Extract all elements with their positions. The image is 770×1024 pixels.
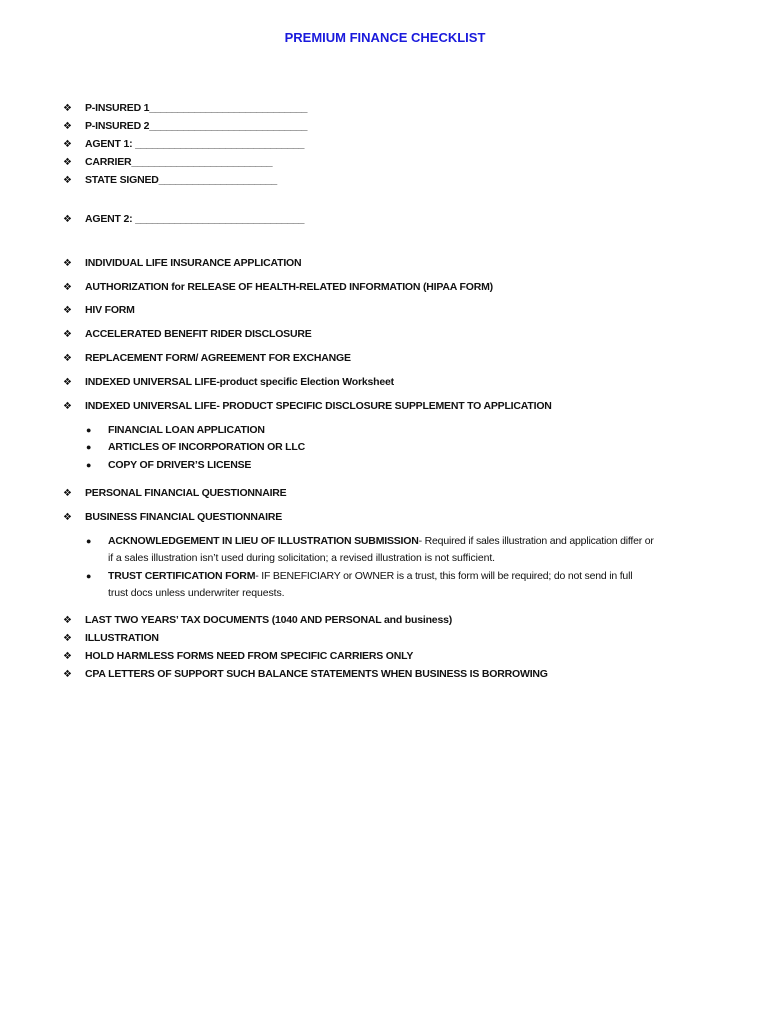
ack-continuation: if a sales illustration isn’t used during solicitation; a revised illustration is not sufficient.: [108, 552, 495, 564]
page-title: PREMIUM FINANCE CHECKLIST: [284, 30, 486, 45]
diamond-bullet-icon: ❖: [63, 258, 72, 269]
checklist-item: ❖ INDEXED UNIVERSAL LIFE- PRODUCT SPECIFIC DISCLOSURE SUPPLEMENT TO APPLICATION: [63, 400, 552, 412]
diamond-bullet-icon: ❖: [63, 139, 72, 150]
checklist-item: ❖ BUSINESS FINANCIAL QUESTIONNAIRE: [63, 511, 283, 523]
diamond-bullet-icon: ❖: [63, 305, 72, 316]
diamond-bullet-icon: ❖: [63, 377, 72, 388]
diamond-bullet-icon: ❖: [63, 488, 72, 499]
sub-item: ● COPY OF DRIVER’S LICENSE: [86, 459, 252, 471]
dot-bullet-icon: ●: [86, 425, 92, 435]
ack-item: ● ACKNOWLEDGEMENT IN LIEU OF ILLUSTRATION SUBMISSION- Required if sales illustration and application differ or: [86, 535, 654, 547]
diamond-bullet-icon: ❖: [63, 512, 72, 523]
diamond-bullet-icon: ❖: [63, 329, 72, 340]
diamond-bullet-icon: ❖: [63, 651, 72, 662]
trust-continuation: trust docs unless underwriter requests.: [108, 587, 285, 599]
checklist-item: ❖ ACCELERATED BENEFIT RIDER DISCLOSURE: [63, 328, 312, 340]
checklist-item: ❖ INDIVIDUAL LIFE INSURANCE APPLICATION: [63, 257, 302, 269]
diamond-bullet-icon: ❖: [63, 157, 72, 168]
field-state-signed: ❖ STATE SIGNED_____________________: [63, 174, 278, 186]
diamond-bullet-icon: ❖: [63, 214, 72, 225]
checklist-item: ❖ PERSONAL FINANCIAL QUESTIONNAIRE: [63, 487, 287, 499]
diamond-bullet-icon: ❖: [63, 121, 72, 132]
diamond-bullet-icon: ❖: [63, 103, 72, 114]
diamond-bullet-icon: ❖: [63, 401, 72, 412]
diamond-bullet-icon: ❖: [63, 353, 72, 364]
field-p-insured-2: ❖ P-INSURED 2____________________________: [63, 120, 308, 132]
dot-bullet-icon: ●: [86, 442, 92, 452]
checklist-item: ❖ ILLUSTRATION: [63, 632, 159, 644]
sub-item: ● ARTICLES OF INCORPORATION OR LLC: [86, 441, 305, 453]
sub-item: ● FINANCIAL LOAN APPLICATION: [86, 424, 265, 436]
checklist-item: ❖ CPA LETTERS OF SUPPORT SUCH BALANCE STATEMENTS WHEN BUSINESS IS BORROWING: [63, 668, 548, 680]
checklist-item: ❖ REPLACEMENT FORM/ AGREEMENT FOR EXCHANGE: [63, 352, 351, 364]
dot-bullet-icon: ●: [86, 536, 92, 546]
trust-item: ● TRUST CERTIFICATION FORM- IF BENEFICIARY or OWNER is a trust, this form will be required; do not send in full: [86, 570, 633, 582]
dot-bullet-icon: ●: [86, 460, 92, 470]
diamond-bullet-icon: ❖: [63, 615, 72, 626]
checklist-item: ❖ INDEXED UNIVERSAL LIFE-product specific Election Worksheet: [63, 376, 394, 388]
field-carrier: ❖ CARRIER_________________________: [63, 156, 273, 168]
checklist-item: ❖ HIV FORM: [63, 304, 135, 316]
dot-bullet-icon: ●: [86, 571, 92, 581]
field-p-insured-1: ❖ P-INSURED 1____________________________: [63, 102, 308, 114]
checklist-item: ❖ HOLD HARMLESS FORMS NEED FROM SPECIFIC CARRIERS ONLY: [63, 650, 414, 662]
checklist-item: ❖ LAST TWO YEARS’ TAX DOCUMENTS (1040 AND PERSONAL and business): [63, 614, 453, 626]
field-agent-1: ❖ AGENT 1: ______________________________: [63, 138, 305, 150]
diamond-bullet-icon: ❖: [63, 175, 72, 186]
diamond-bullet-icon: ❖: [63, 282, 72, 293]
diamond-bullet-icon: ❖: [63, 633, 72, 644]
diamond-bullet-icon: ❖: [63, 669, 72, 680]
field-agent-2: ❖ AGENT 2: ______________________________: [63, 213, 305, 225]
checklist-item: ❖ AUTHORIZATION for RELEASE OF HEALTH-RELATED INFORMATION (HIPAA FORM): [63, 281, 493, 293]
